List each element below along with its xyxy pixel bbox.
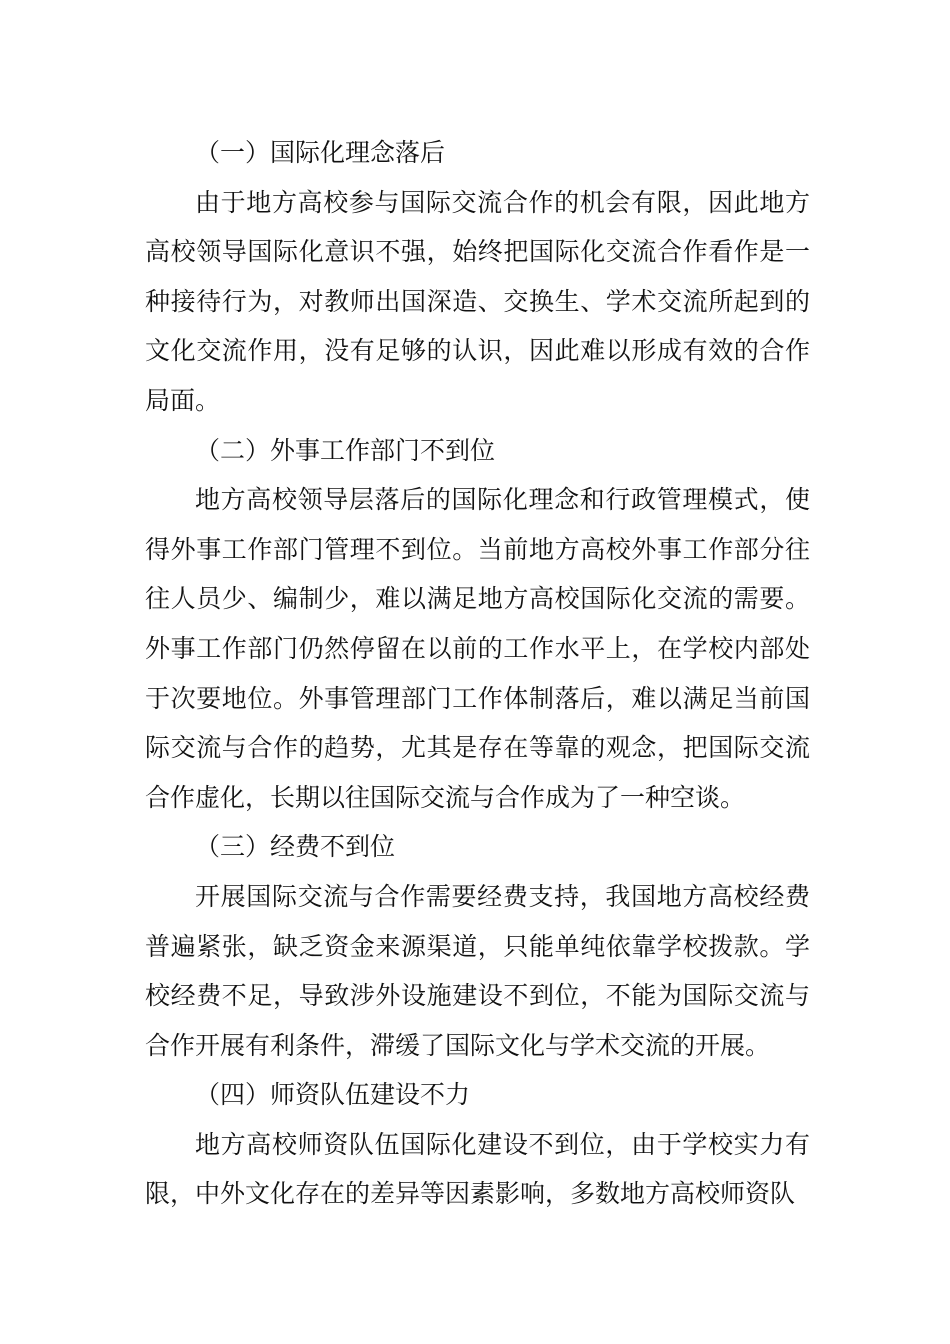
section-paragraph-3: 开展国际交流与合作需要经费支持，我国地方高校经费普遍紧张，缺乏资金来源渠道，只能单纯依靠学校拨款。学校经费不足，导致涉外设施建设不到位，不能为国际交流与合作开展有利条件，滞缓了国际文化与学术交流的开展。 — [145, 881, 810, 1060]
document-page — [145, 128, 810, 1219]
section-paragraph-2: 地方高校领导层落后的国际化理念和行政管理模式，使得外事工作部门管理不到位。当前地方高校外事工作部分往往人员少、编制少，难以满足地方高校国际化交流的需要。外事工作部门仍然停留在以前的工作水平上，在学校内部处于次要地位。外事管理部门工作体制落后，难以满足当前国际交流与合作的趋势，尤其是存在等靠的观念，把国际交流合作虚化，长期以往国际交流与合作成为了一种空谈。 — [145, 485, 810, 812]
section-heading-2: （二）外事工作部门不到位 — [195, 435, 496, 465]
section-paragraph-1: 由于地方高校参与国际交流合作的机会有限，因此地方高校领导国际化意识不强，始终把国际化交流合作看作是一种接待行为，对教师出国深造、交换生、学术交流所起到的文化交流作用，没有足够的认识，因此难以形成有效的合作局面。 — [145, 187, 810, 415]
section-heading-4: （四）师资队伍建设不力 — [195, 1080, 471, 1110]
section-heading-3: （三）经费不到位 — [195, 832, 396, 862]
section-heading-1: （一）国际化理念落后 — [195, 138, 446, 167]
section-paragraph-4: 地方高校师资队伍国际化建设不到位，由于学校实力有限，中外文化存在的差异等因素影响，多数地方高校师资队 — [145, 1129, 810, 1209]
